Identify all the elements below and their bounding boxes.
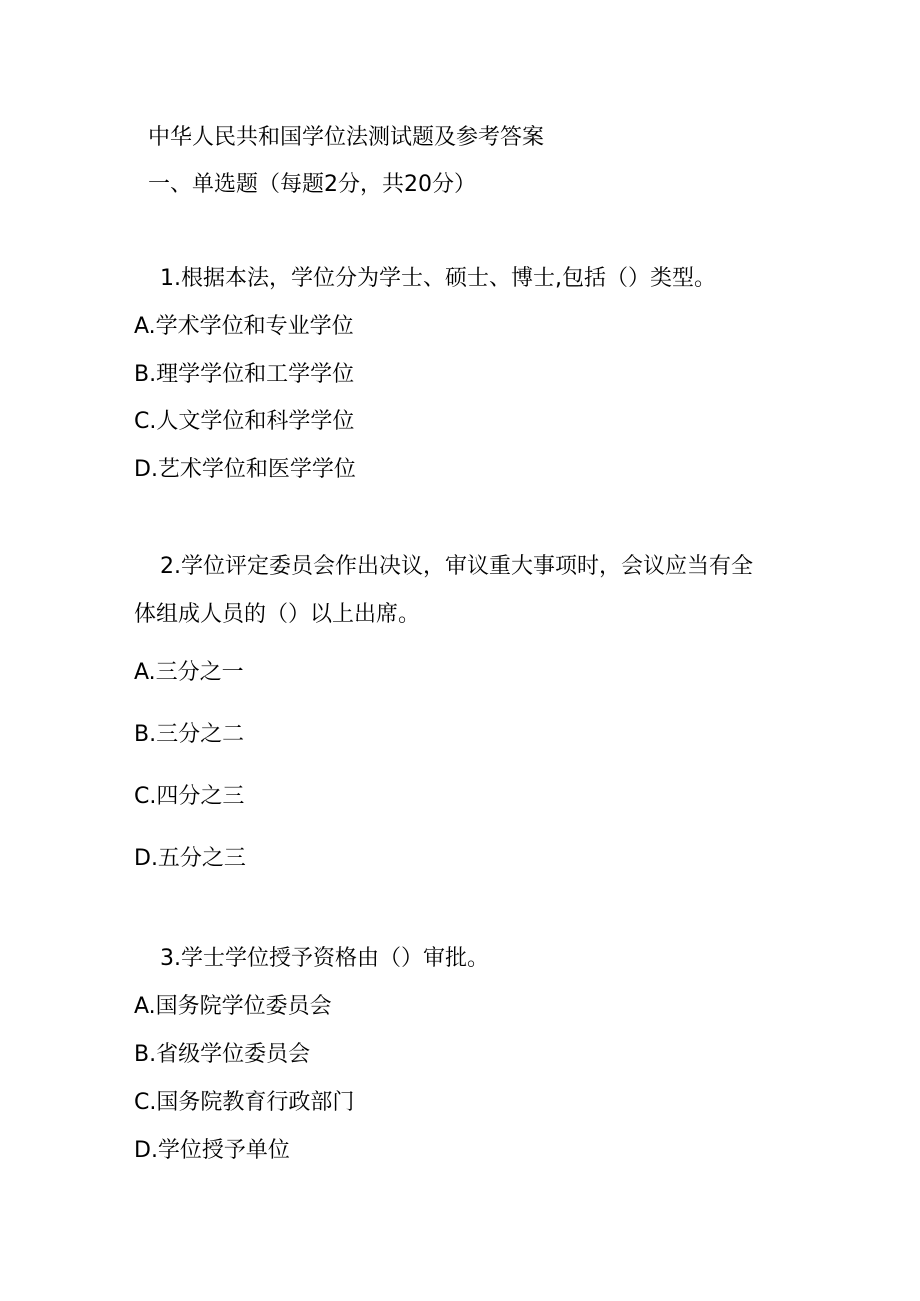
question-1-option-b: B.理学学位和工学学位	[134, 362, 355, 387]
question-2-option-a: A.三分之一	[134, 660, 244, 685]
section-heading: 一、单选题（每题2分，共20分）	[148, 172, 476, 197]
question-2-text-line-2: 体组成人员的（）以上出席。	[134, 602, 421, 627]
question-3-text: 3.学士学位授予资格由（）审批。	[160, 946, 489, 971]
question-1-option-d: D.艺术学位和医学学位	[134, 457, 356, 482]
document-title: 中华人民共和国学位法测试题及参考答案	[148, 125, 545, 150]
question-1-option-c: C.人文学位和科学学位	[134, 409, 355, 434]
question-2-option-c: C.四分之三	[134, 784, 245, 809]
question-3-option-d: D.学位授予单位	[134, 1138, 290, 1163]
question-3-option-a: A.国务院学位委员会	[134, 994, 332, 1019]
question-3-option-b: B.省级学位委员会	[134, 1042, 311, 1067]
question-1-option-a: A.学术学位和专业学位	[134, 314, 354, 339]
question-2-option-d: D.五分之三	[134, 846, 246, 871]
question-2-text-line-1: 2.学位评定委员会作出决议，审议重大事项时，会议应当有全	[160, 554, 753, 579]
question-2-option-b: B.三分之二	[134, 722, 245, 747]
question-3-option-c: C.国务院教育行政部门	[134, 1090, 355, 1115]
question-1-text: 1.根据本法，学位分为学士、硕士、博士,包括（）类型。	[160, 266, 716, 291]
